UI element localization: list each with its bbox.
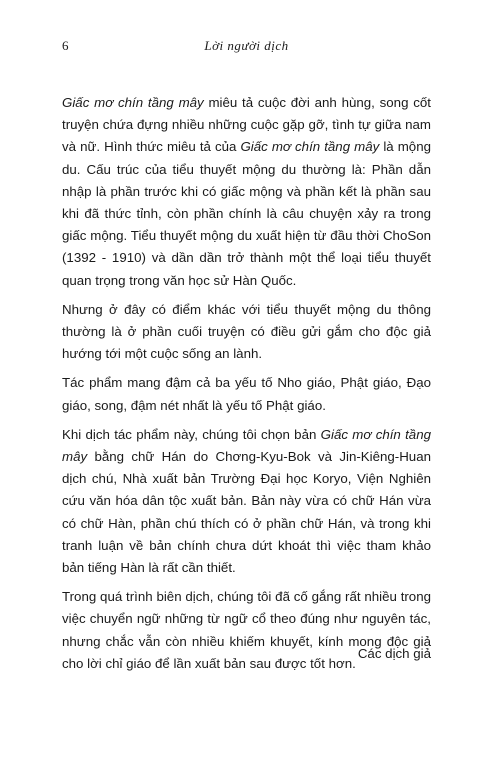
- paragraph-2: Nhưng ở đây có điểm khác với tiểu thuyết mộng du thông thường là ở phần cuối truyện có điều gửi gắm cho độc giả hướng tới một cuộc sống an lành.: [62, 301, 431, 362]
- paragraph-5: Trong quá trình biên dịch, chúng tôi đã cố gắng rất nhiều trong việc chuyển ngữ những từ ngữ cổ theo đúng như nguyên tác, nhưng chắc vẫn còn nhiều khiếm khuyết, kính mong độc giả cho lời chỉ giáo để lần xuất bản sau được tốt hơn.: [62, 589, 431, 671]
- running-title: Lời người dịch: [204, 38, 289, 53]
- paragraph-text: miêu tả cuộc đời anh hùng, song cốt truyện chứa đựng nhiều những cuộc gặp gỡ, tình tự giữa nam và nữ. Hình thức miêu tả của: [62, 95, 431, 155]
- book-title: Giấc mơ chín tầng mây: [240, 139, 380, 155]
- page-number: 6: [62, 38, 69, 53]
- signature: Các dịch giả: [357, 646, 431, 661]
- paragraph-1: [62, 92, 431, 292]
- paragraph-text: bằng chữ Hán do Chơng-Kyu-Bok và Jin-Kiêng-Huan dịch chú, Nhà xuất bản Trường Đại học Koryo, Viện Nghiên cứu văn hóa dân tộc xuất bản. Bản này vừa có chữ Hán vừa có chữ Hàn, phần chú thích có ở phần chữ Hán, và trong khi tranh luận về bản chính chưa dứt khoát thì việc tham khảo bản tiếng Hàn là rất cần thiết.: [62, 449, 431, 576]
- paragraph-3: Tác phẩm mang đậm cả ba yếu tố Nho giáo, Phật giáo, Đạo giáo, song, đậm nét nhất là yếu tố Phật giáo.: [62, 375, 431, 413]
- paragraph-text: Khi dịch tác phẩm này, chúng tôi chọn bản: [62, 426, 321, 442]
- page-header: [62, 38, 431, 58]
- paragraph-4: [62, 424, 431, 579]
- body-text: [62, 92, 431, 682]
- paragraph-text: là mộng du. Cấu trúc của tiểu thuyết mộng du thường là: Phần dẫn nhập là phần trước khi có giấc mộng và phần kết là phần sau khi đã thức tỉnh, còn phần chính là câu chuyện xảy ra trong giấc mộng. Tiểu thuyết mộng du xuất hiện từ đầu thời ChoSon (1392 - 1910) và dần dần trở thành một thể loại tiểu thuyết quan trọng trong văn học sử Hàn Quốc.: [62, 139, 431, 288]
- book-title: Giấc mơ chín tầng mây: [62, 95, 204, 110]
- book-title: Giấc mơ chín tầng mây: [62, 426, 431, 465]
